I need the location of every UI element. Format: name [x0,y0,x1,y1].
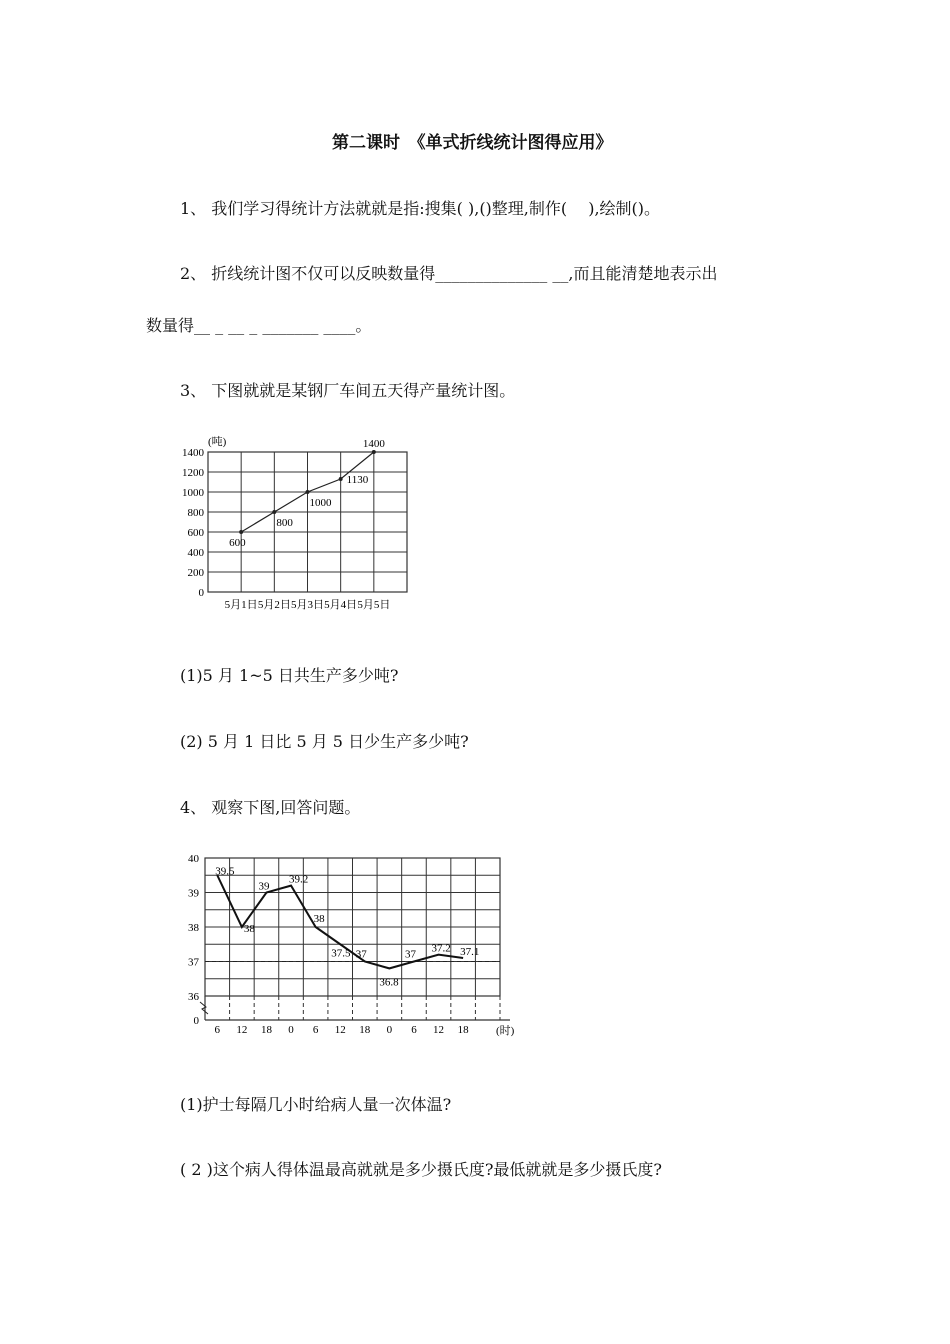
data-label: 38 [313,913,325,925]
data-label: 600 [229,537,246,549]
temperature-line-chart [178,850,528,1040]
question-3-sub-1: (1)5 月 1~5 日共生产多少吨? [180,666,399,685]
data-label: 38 [243,923,255,935]
x-tick-label: 5月4日 [324,599,358,611]
x-tick-label: 5月3日 [291,599,324,611]
question-4-sub-1: (1)护士每隔几小时给病人量一次体温? [180,1095,452,1114]
data-label: 800 [276,517,293,529]
question-4-sub-2: ( 2 )这个病人得体温最高就就是多少摄氏度?最低就就是多少摄氏度? [180,1160,662,1179]
y-tick-label: 600 [187,527,204,539]
x-tick-label: 18 [260,1024,272,1036]
y-tick-label: 40 [188,853,199,865]
question-4: 4、 观察下图,回答问题。 [180,798,361,817]
x-tick-label: 5月2日 [257,599,291,611]
x-tick-label: 5月5日 [357,599,391,611]
x-tick-label: 0 [386,1024,393,1036]
data-label: 37.1 [460,946,480,959]
x-tick-label: 5月1日 [224,599,258,611]
data-label: 37 [355,948,367,961]
y-tick-label: 39 [188,887,199,900]
x-tick-label: 6 [214,1024,221,1036]
data-label: 37.2 [431,942,451,955]
y-tick-label: 400 [187,547,204,559]
question-2-line-2: 数量得__ _ __ _ _______ ____。 [146,316,372,335]
data-label: 1000 [309,497,332,509]
x-tick-label: 0 [288,1024,294,1036]
y-tick-label: 36 [188,991,199,1003]
question-2-line-1: 2、 折线统计图不仅可以反映数量得______________ __,而且能清楚地表示出 [180,264,718,283]
y-tick-label: 200 [187,567,204,579]
x-tick-label: 12 [236,1024,248,1036]
lesson-title: 第二课时 《单式折线统计图得应用》 [332,133,613,153]
y-tick-label: 38 [188,922,199,934]
data-label: 39.2 [289,873,309,886]
production-line-chart [170,430,450,615]
x-tick-label: 6 [312,1024,319,1036]
data-point [372,450,376,454]
x-tick-label: 18 [359,1024,371,1036]
y-tick-label: 0 [193,1015,199,1027]
data-label: 37.5 [331,947,351,960]
y-tick-label: 0 [198,587,204,599]
x-tick-label: 12 [334,1024,346,1036]
question-3: 3、 下图就就是某钢厂车间五天得产量统计图。 [180,381,516,400]
y-axis-unit-label: (吨) [208,436,227,448]
data-label: 1130 [346,474,369,486]
data-label: 39 [258,880,270,893]
data-label: 1400 [362,438,385,450]
question-1: 1、 我们学习得统计方法就就是指:搜集( ),()整理,制作( ),绘制()。 [180,199,661,218]
y-tick-label: 37 [188,956,199,969]
data-label: 37 [404,948,416,961]
data-point [339,477,343,481]
y-tick-label: 800 [187,507,204,519]
data-point [306,490,310,494]
axis-break-mark [200,1002,208,1014]
data-point [272,510,276,514]
y-tick-label: 1200 [182,467,204,479]
question-3-sub-2: (2) 5 月 1 日比 5 月 5 日少生产多少吨? [180,732,469,751]
y-tick-label: 1400 [182,447,204,459]
y-tick-label: 1000 [182,487,204,499]
x-tick-label: 18 [457,1024,469,1036]
x-axis-unit-label: (时) [496,1025,515,1037]
data-point [239,530,243,534]
x-tick-label: 6 [411,1024,417,1036]
data-label: 39.5 [215,865,235,878]
data-label: 36.8 [379,976,399,989]
x-tick-label: 12 [433,1024,445,1036]
